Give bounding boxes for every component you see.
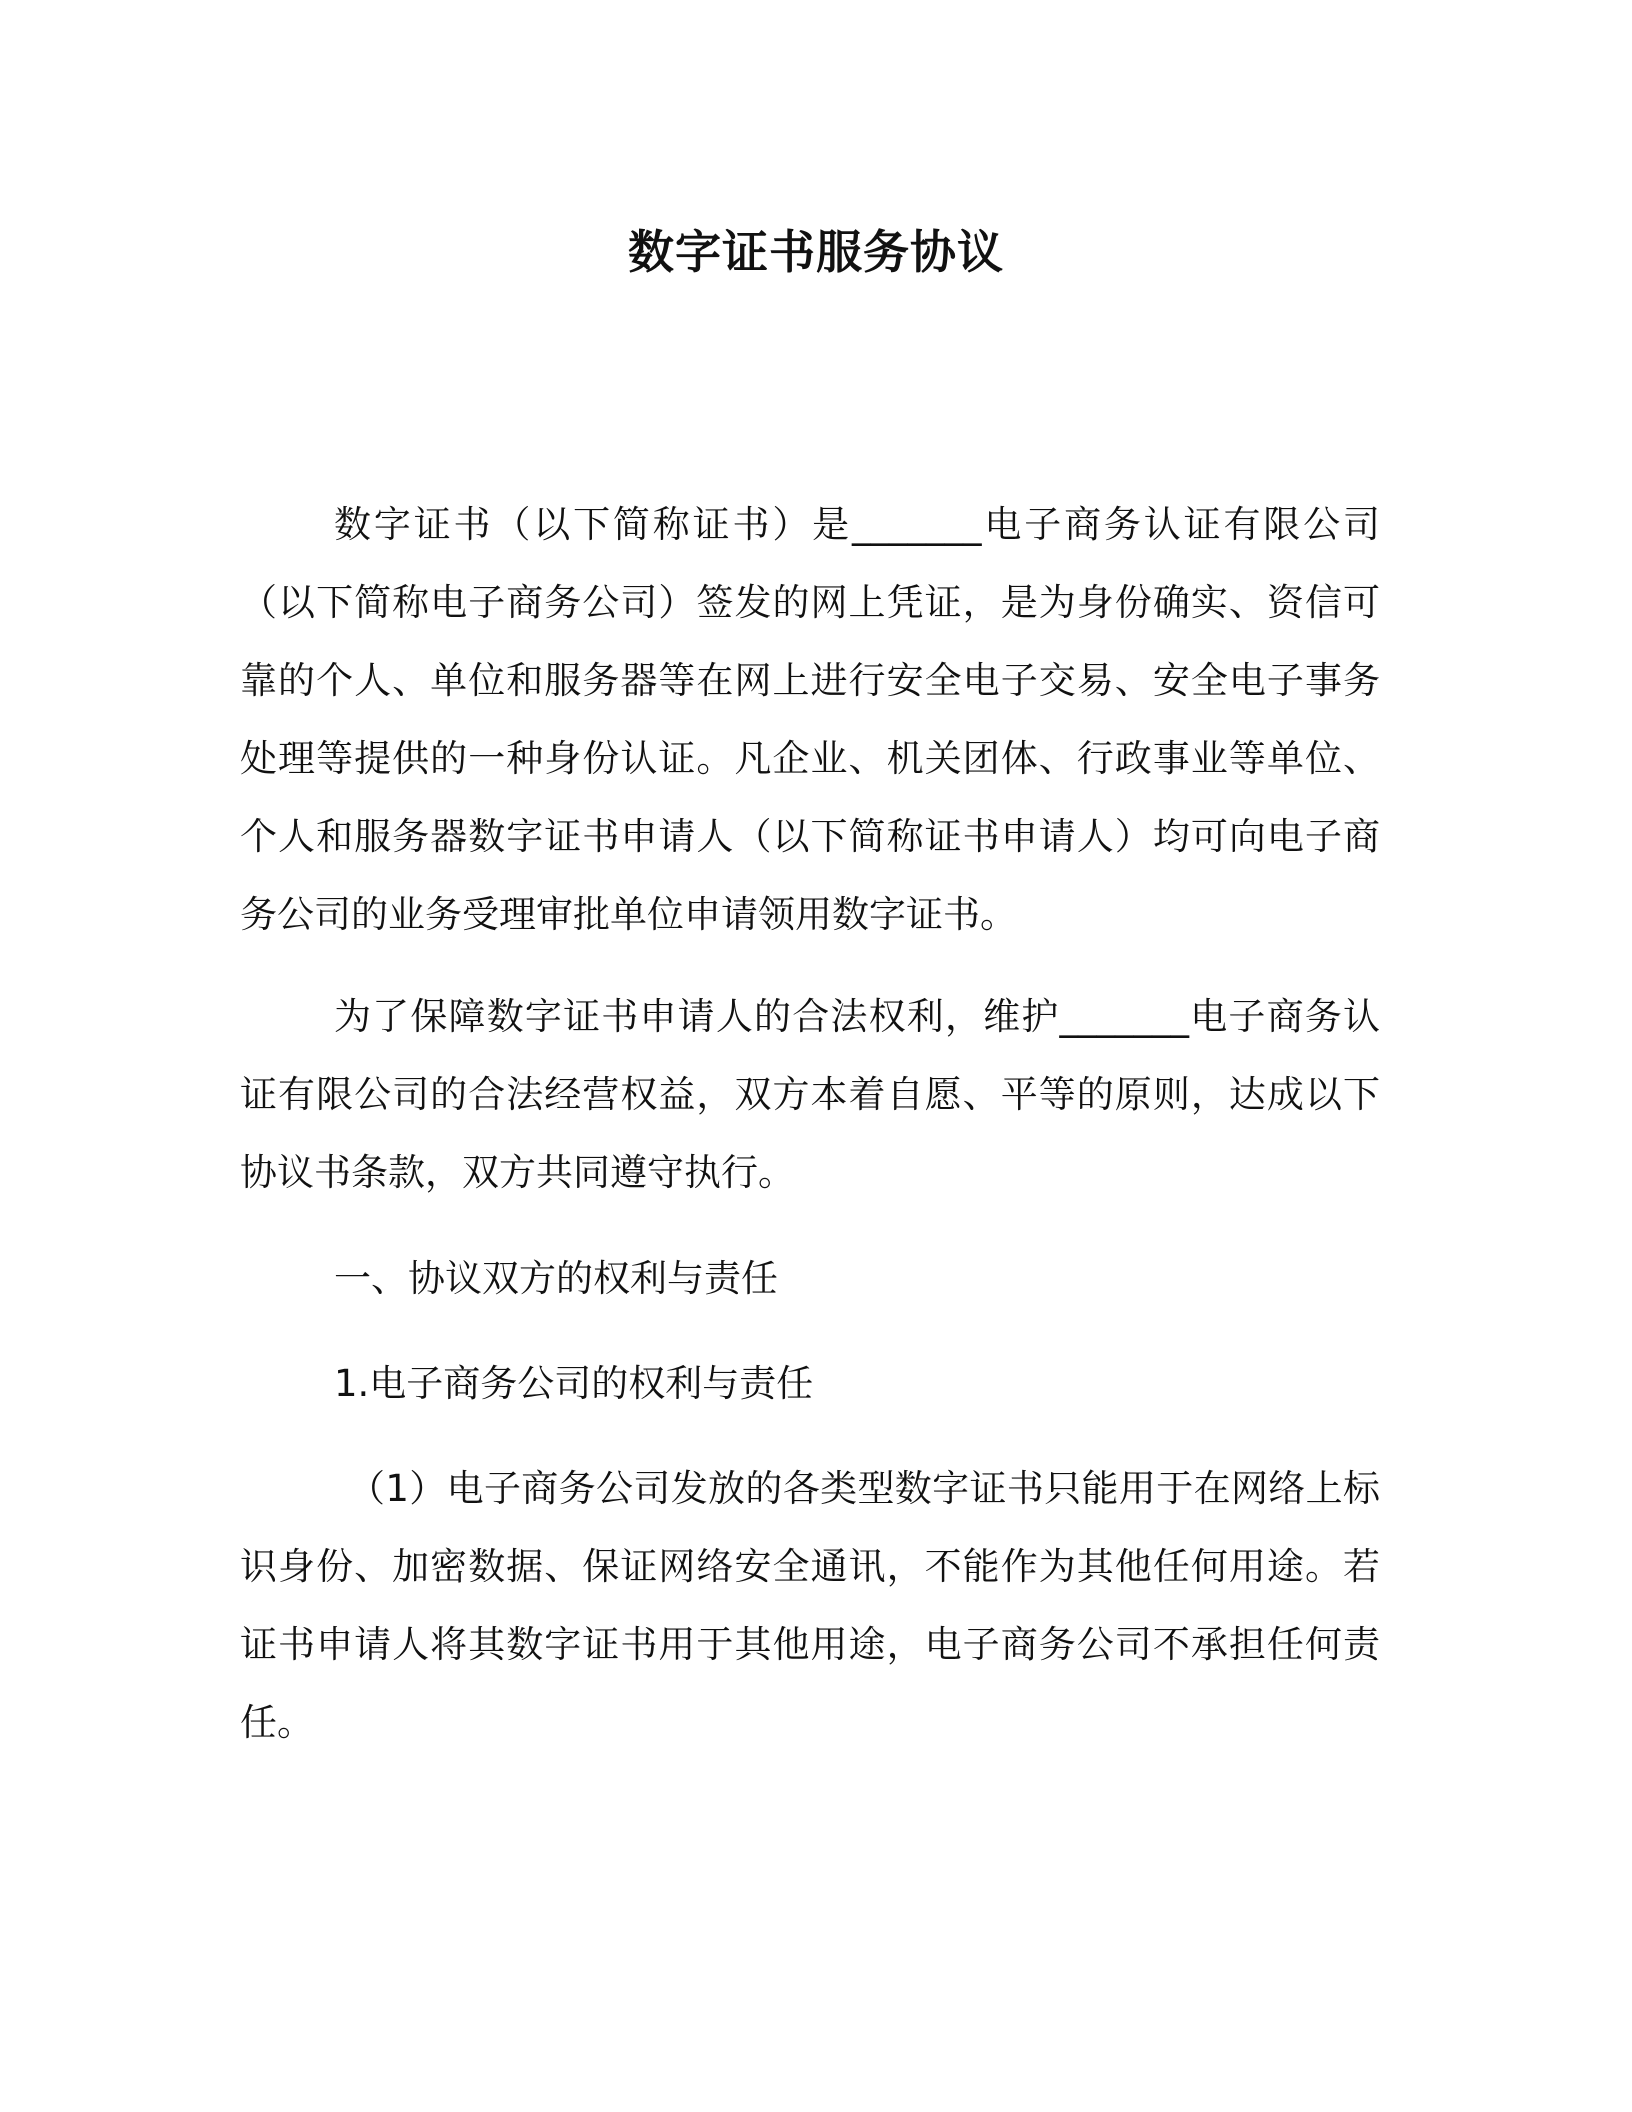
clause-paragraph: （1）电子商务公司发放的各类型数字证书只能用于在网络上标识身份、加密数据、保证网络安全通讯，不能作为其他任何用途。若证书申请人将其数字证书用于其他用途，电子商务公司不承担任何责任。: [240, 1467, 1380, 1744]
intro-paragraph: 数字证书（以下简称证书）是_______电子商务认证有限公司（以下简称电子商务公司）签发的网上凭证，是为身份确实、资信可靠的个人、单位和服务器等在网上进行安全电子交易、安全电子事务处理等提供的一种身份认证。凡企业、机关团体、行政事业等单位、个人和服务器数字证书申请人（以下简称证书申请人）均可向电子商务公司的业务受理审批单位申请领用数字证书。: [240, 503, 1380, 936]
subsection-heading: 1.电子商务公司的权利与责任: [334, 1362, 814, 1405]
section-heading: 一、协议双方的权利与责任: [334, 1257, 778, 1300]
purpose-paragraph: 为了保障数字证书申请人的合法权利，维护_______电子商务认证有限公司的合法经营权益，双方本着自愿、平等的原则，达成以下协议书条款，双方共同遵守执行。: [240, 995, 1380, 1194]
document-title: 数字证书服务协议: [628, 225, 1004, 279]
